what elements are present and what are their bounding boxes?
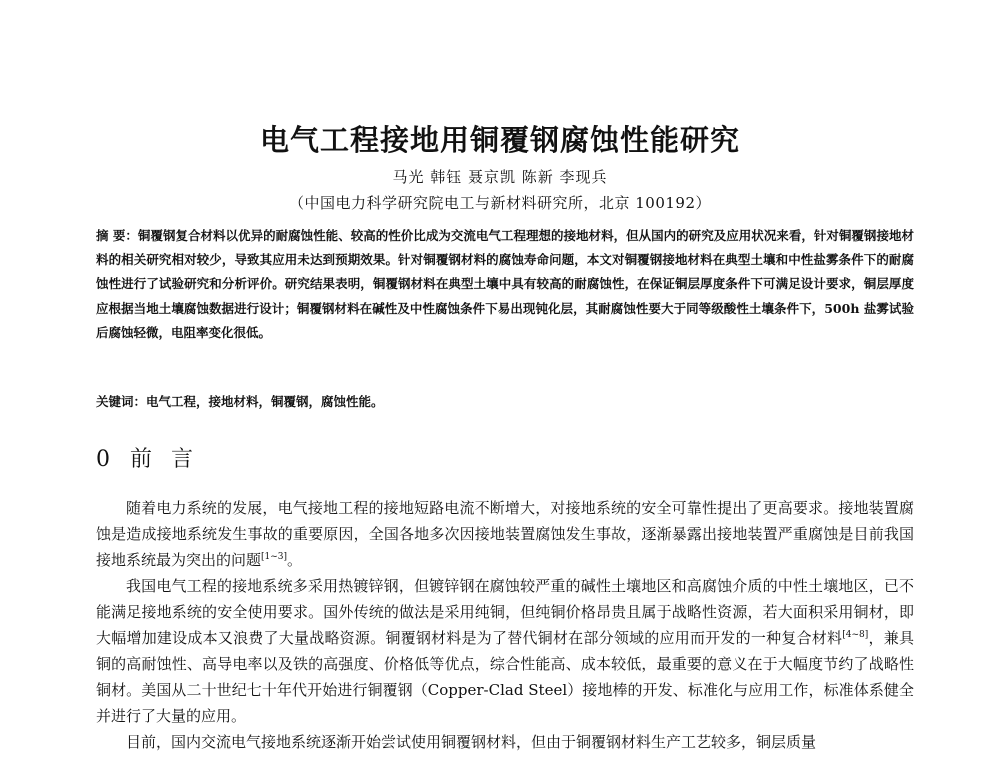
paper-title: 电气工程接地用铜覆钢腐蚀性能研究 bbox=[259, 123, 740, 157]
paragraph bbox=[96, 495, 914, 573]
citation: [1~3] bbox=[261, 552, 288, 562]
keywords bbox=[96, 390, 914, 414]
paragraph-text: 我国电气工程的接地系统多采用热镀锌钢，但镀锌钢在腐蚀较严重的碱性土壤地区和高腐蚀介质的中性土壤地区，已不能满足接地系统的安全使用要求。国外传统的做法是采用纯铜，但纯铜价格昂贵且属于战略性资源，若大面积采用铜材，即大幅增加建设成本又浪费了大量战略资源。铜覆钢材料是为了替代铜材在部分领域的应用而开发的一种复合材料 bbox=[96, 577, 914, 647]
keywords-text: 电气工程，接地材料，铜覆钢，腐蚀性能。 bbox=[146, 394, 384, 409]
abstract-text: 铜覆钢复合材料以优异的耐腐蚀性能、较高的性价比成为交流电气工程理想的接地材料，但从国内的研究及应用状况来看，针对铜覆钢接地材料的相关研究相对较少，导致其应用未达到预期效果。针对铜覆钢材料的腐蚀寿命问题，本文对铜覆钢接地材料在典型土壤和中性盐雾条件下的耐腐蚀性进行了试验研究和分析评价。研究结果表明，铜覆钢材料在典型土壤中具有较高的耐腐蚀性，在保证铜层厚度条件下可满足设计要求，铜层厚度应根据当地土壤腐蚀数据进行设计；铜覆钢材料在碱性及中性腐蚀条件下易出现钝化层，其耐腐蚀性要大于同等级酸性土壤条件下，500h 盐雾试验后腐蚀轻微，电阻率变化很低。 bbox=[96, 228, 914, 340]
paragraph-text: 目前，国内交流电气接地系统逐渐开始尝试使用铜覆钢材料，但由于铜覆钢材料生产工艺较多，铜层质量 bbox=[126, 733, 817, 751]
citation: [4~8] bbox=[842, 630, 869, 640]
paragraph bbox=[96, 729, 914, 755]
paragraph-tail: 。 bbox=[287, 551, 303, 569]
abstract-label: 摘 要： bbox=[96, 228, 138, 243]
body-text bbox=[96, 495, 914, 755]
paragraph-tail: ，兼具铜的高耐蚀性、高导电率以及铁的高强度、价格低等优点，综合性能高、成本较低，最重要的意义在于大幅度节约了战略性铜材。美国从二十世纪七十年代开始进行铜覆钢（Copper-Clad Steel）接地棒的开发、标准化与应用工作，标准体系健全并进行了大量的应用。 bbox=[96, 629, 914, 725]
author-affiliation: （中国电力科学研究院电工与新材料研究所，北京 100192） bbox=[288, 194, 712, 212]
abstract bbox=[96, 224, 914, 345]
section-title: 前 言 bbox=[130, 447, 199, 472]
section-number: 0 bbox=[96, 447, 116, 472]
author-list: 马光 韩钰 聂京凯 陈新 李现兵 bbox=[392, 168, 608, 186]
section-heading bbox=[96, 442, 199, 473]
keywords-label: 关键词： bbox=[96, 394, 147, 409]
paragraph-text: 随着电力系统的发展，电气接地工程的接地短路电流不断增大，对接地系统的安全可靠性提出了更高要求。接地装置腐蚀是造成接地系统发生事故的重要原因，全国各地多次因接地装置腐蚀发生事故，逐渐暴露出接地装置严重腐蚀是目前我国接地系统最为突出的问题 bbox=[96, 499, 914, 569]
paragraph bbox=[96, 573, 914, 729]
